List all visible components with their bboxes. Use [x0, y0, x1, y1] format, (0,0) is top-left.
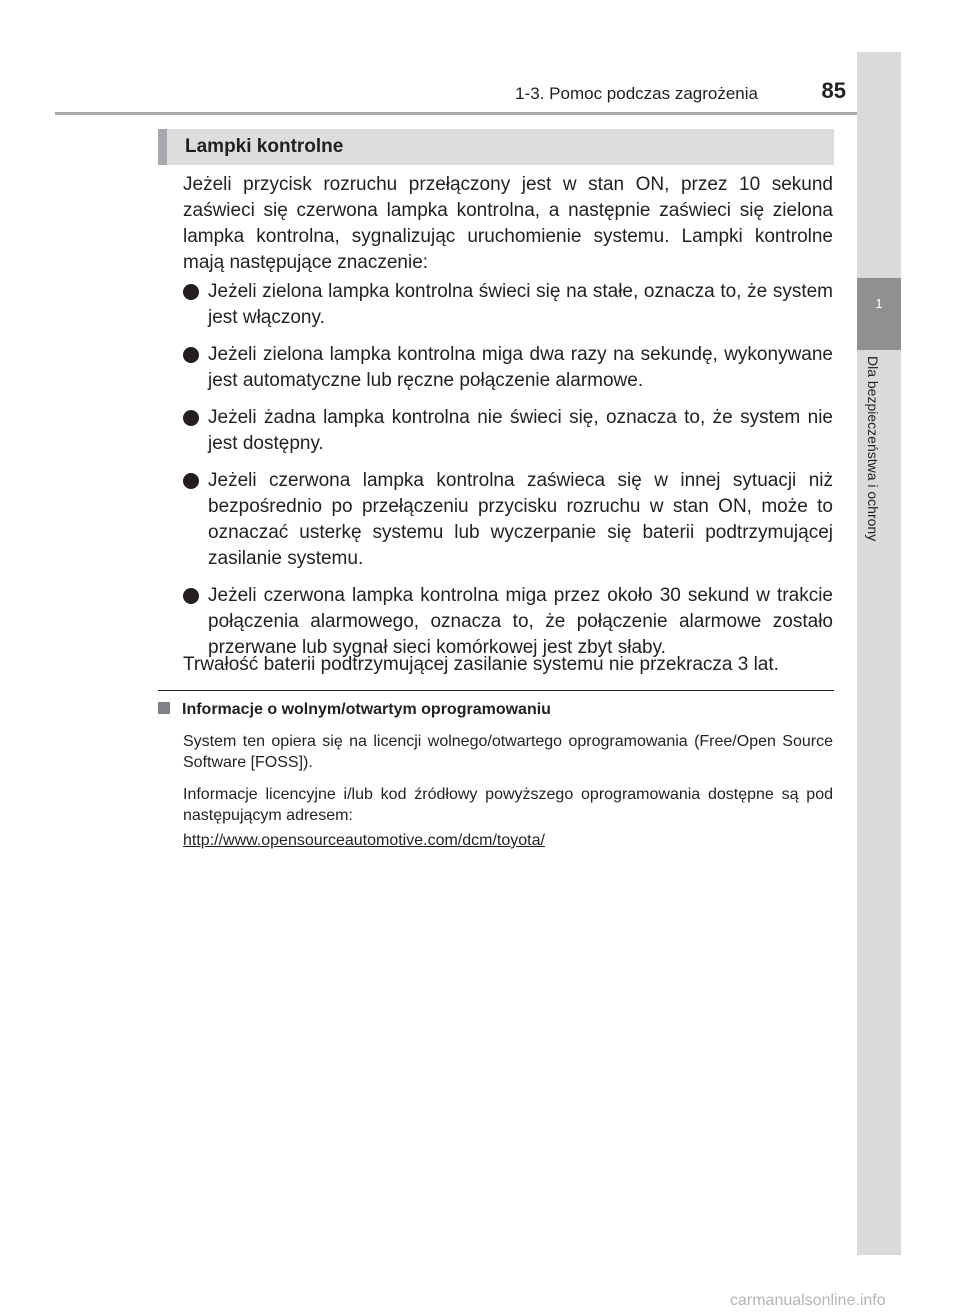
info-paragraph-1: System ten opiera się na licencji wolnego/otwartego oprogramowania (Free/Open Source Software [FOSS]).: [183, 733, 833, 771]
info-heading: [158, 701, 551, 719]
square-bullet-icon: [158, 702, 170, 714]
foss-link[interactable]: http://www.opensourceautomotive.com/dcm/toyota/: [183, 832, 545, 849]
header-rule: [55, 112, 901, 115]
list-item: [183, 583, 833, 661]
list-item: [183, 468, 833, 572]
header-section-title: 1-3. Pomoc podczas zagrożenia: [515, 84, 758, 103]
info-paragraph-2: Informacje licencyjne i/lub kod źródłowy powyższego oprogramowania dostępne są pod następującym adresem:: [183, 786, 833, 824]
side-tab-chapter-title: Dla bezpieczeństwa i ochrony: [865, 356, 881, 542]
bullet-list: [183, 279, 833, 672]
side-tab: [857, 52, 901, 1255]
list-item-text: Jeżeli czerwona lampka kontrolna miga przez około 30 sekund w trakcie połączenia alarmowego, oznacza to, że połączenie alarmowe zostało przerwane lub sygnał sieci komórkowej jest zbyt słaby.: [208, 585, 833, 658]
list-item-text: Jeżeli zielona lampka kontrolna świeci się na stałe, oznacza to, że system jest włączony.: [208, 281, 833, 328]
bullet-dot-icon: [183, 588, 199, 604]
info-heading-text: Informacje o wolnym/otwartym oprogramowaniu: [182, 701, 551, 718]
bullet-dot-icon: [183, 347, 199, 363]
list-item-text: Jeżeli czerwona lampka kontrolna zaświeca się w innej sytuacji niż bezpośrednio po przełączeniu przycisku rozruchu w stan ON, może to oznaczać usterkę systemu lub wyczerpanie się baterii podtrzymującej zasilanie systemu.: [208, 470, 833, 569]
battery-note: Trwałość baterii podtrzymującej zasilanie systemu nie przekracza 3 lat.: [183, 654, 779, 675]
section-divider: [158, 690, 834, 691]
section-title-bar: [158, 129, 834, 165]
list-item-text: Jeżeli zielona lampka kontrolna miga dwa razy na sekundę, wykonywane jest automatyczne lub ręczne połączenie alarmowe.: [208, 344, 833, 391]
bullet-dot-icon: [183, 410, 199, 426]
side-tab-active: [857, 278, 901, 350]
side-tab-chapter-number: 1: [875, 296, 883, 311]
page-number: 85: [821, 78, 846, 103]
list-item: [183, 342, 833, 394]
watermark: carmanualsonline.info: [730, 1292, 886, 1309]
list-item: [183, 405, 833, 457]
bullet-dot-icon: [183, 473, 199, 489]
intro-paragraph: Jeżeli przycisk rozruchu przełączony jest w stan ON, przez 10 sekund zaświeci się czerwona lampka kontrolna, a następnie zaświeci się zielona lampka kontrolna, sygnalizując uruchomienie systemu. Lampki kontrolne mają następujące znaczenie:: [183, 174, 833, 273]
section-title: Lampki kontrolne: [185, 136, 344, 157]
bullet-dot-icon: [183, 284, 199, 300]
list-item: [183, 279, 833, 331]
list-item-text: Jeżeli żadna lampka kontrolna nie świeci się, oznacza to, że system nie jest dostępny.: [208, 407, 833, 454]
